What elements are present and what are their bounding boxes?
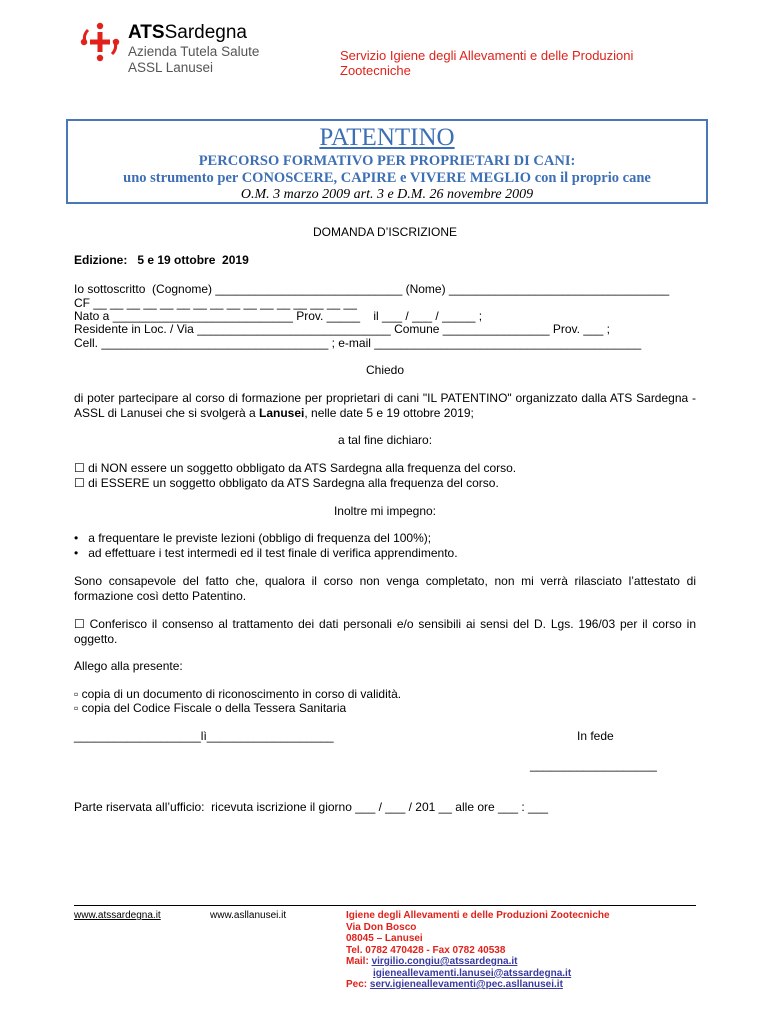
footer-mail-2 [346, 968, 610, 980]
name-field-line[interactable]: Io sottoscritto (Cognome) ____________________________ (Nome) _________________________________ [74, 282, 670, 296]
footer-phone: Tel. 0782 470428 - Fax 0782 40538 [346, 944, 506, 956]
title-subtitle: PERCORSO FORMATIVO PER PROPRIETARI DI CANI: [198, 153, 576, 169]
organization-subtitle: Azienda Tutela Salute [128, 44, 260, 59]
footer-office-name: Igiene degli Allevamenti e delle Produzioni Zootecniche [346, 910, 610, 921]
declare-option-obliged[interactable]: ☐ di ESSERE un soggetto obbligato da ATS Sardegna alla frequenza del corso. [74, 476, 499, 490]
office-reserved-line: Parte riservata all’ufficio: ricevuta iscrizione il giorno ___ / ___ / 201 __ alle ore ___ : ___ [74, 800, 549, 814]
footer-link-asllanusei[interactable]: www.asllanusei.it [210, 910, 287, 921]
signature-field[interactable]: ___________________ [530, 758, 657, 772]
edition-line: Edizione: 5 e 19 ottobre 2019 [74, 253, 249, 267]
form-heading: DOMANDA D’ISCRIZIONE [312, 225, 457, 239]
residence-field-line[interactable]: Residente in Loc. / Via _____________________________ Comune ________________ Prov. ___ ; [74, 322, 611, 336]
bullet-icon: • [74, 546, 79, 560]
footer-mail: Mail: virgilio.congiu@atssardegna.it [346, 956, 518, 967]
ats-logo-icon [78, 20, 122, 64]
title-box [66, 119, 708, 204]
organization-branch: ASSL Lanusei [128, 60, 214, 75]
organization-block [128, 22, 259, 76]
request-paragraph: di poter partecipare al corso di formazione per proprietari di cani "IL PATENTINO" organizzato dalla ATS Sardegna - ASSL di Lanusei che si svolgerà a Lanusei, nelle date 5 e 19 ottobre 2019; [74, 391, 696, 420]
attachment-id-document[interactable]: ▫ copia di un documento di riconoscimento in corso di validità. [74, 687, 402, 701]
footer-city: 08045 – Lanusei [346, 933, 423, 944]
attachment-fiscal-code[interactable]: ▫ copia del Codice Fiscale o della Tessera Sanitaria [74, 701, 347, 715]
title-legal-reference: O.M. 3 marzo 2009 art. 3 e D.M. 26 novembre 2009 [240, 187, 534, 202]
attachments-heading: Allego alla presente: [74, 659, 183, 673]
footer-divider [74, 905, 696, 906]
footer-contact-block [346, 910, 610, 991]
footer-mail-link[interactable]: virgilio.congiu@atssardegna.it [371, 956, 518, 967]
organization-name: ATSSardegna [128, 22, 247, 43]
footer-street: Via Don Bosco [346, 921, 417, 933]
commit-item: • ad effettuare i test intermedi ed il test finale di verifica apprendimento. [74, 546, 458, 560]
request-heading: Chiedo [365, 363, 405, 377]
in-faith-label: In fede [577, 729, 614, 743]
commit-heading: Inoltre mi impegno: [333, 504, 437, 518]
title-tagline: uno strumento per CONOSCERE, CAPIRE e VIVERE MEGLIO con il proprio cane [123, 170, 651, 186]
footer-mail-link-2[interactable]: igieneallevamenti.lanusei@atssardegna.it [373, 967, 572, 979]
commit-item: • a frequentare le previste lezioni (obbligo di frequenza del 100%); [74, 531, 432, 545]
footer-link-atssardegna[interactable]: www.atssardegna.it [74, 910, 161, 921]
consent-checkbox-paragraph[interactable]: ☐ Conferisco il consenso al trattamento dei dati personali e/o sensibili ai sensi del D. Lgs. 196/03 per il corso in oggetto. [74, 617, 696, 646]
birth-field-line[interactable]: Nato a ___________________________ Prov. _____ il ___ / ___ / _____ ; [74, 309, 483, 323]
declare-option-not-obliged[interactable]: ☐ di NON essere un soggetto obbligato da ATS Sardegna alla frequenza del corso. [74, 461, 517, 475]
place-date-field[interactable]: ___________________lì___________________ [74, 729, 334, 743]
contact-field-line[interactable]: Cell. __________________________________ ; e-mail ________________________________________ [74, 336, 642, 350]
document-title: PATENTINO [319, 124, 455, 151]
bullet-icon: • [74, 531, 79, 545]
footer-pec: Pec: serv.igieneallevamenti@pec.asllanusei.it [346, 979, 563, 990]
service-name: Servizio Igiene degli Allevamenti e delle Produzioni Zootecniche [340, 48, 634, 78]
footer-pec-link[interactable]: serv.igieneallevamenti@pec.asllanusei.it [369, 979, 563, 990]
fiscal-code-field-line[interactable]: CF __ __ __ __ __ __ __ __ __ __ __ __ __ __ __ __ [74, 296, 357, 310]
awareness-paragraph: Sono consapevole del fatto che, qualora il corso non venga completato, non mi verrà rilasciato l’attestato di formazione così detto Patentino. [74, 574, 696, 603]
declare-heading: a tal fine dichiaro: [337, 433, 433, 447]
